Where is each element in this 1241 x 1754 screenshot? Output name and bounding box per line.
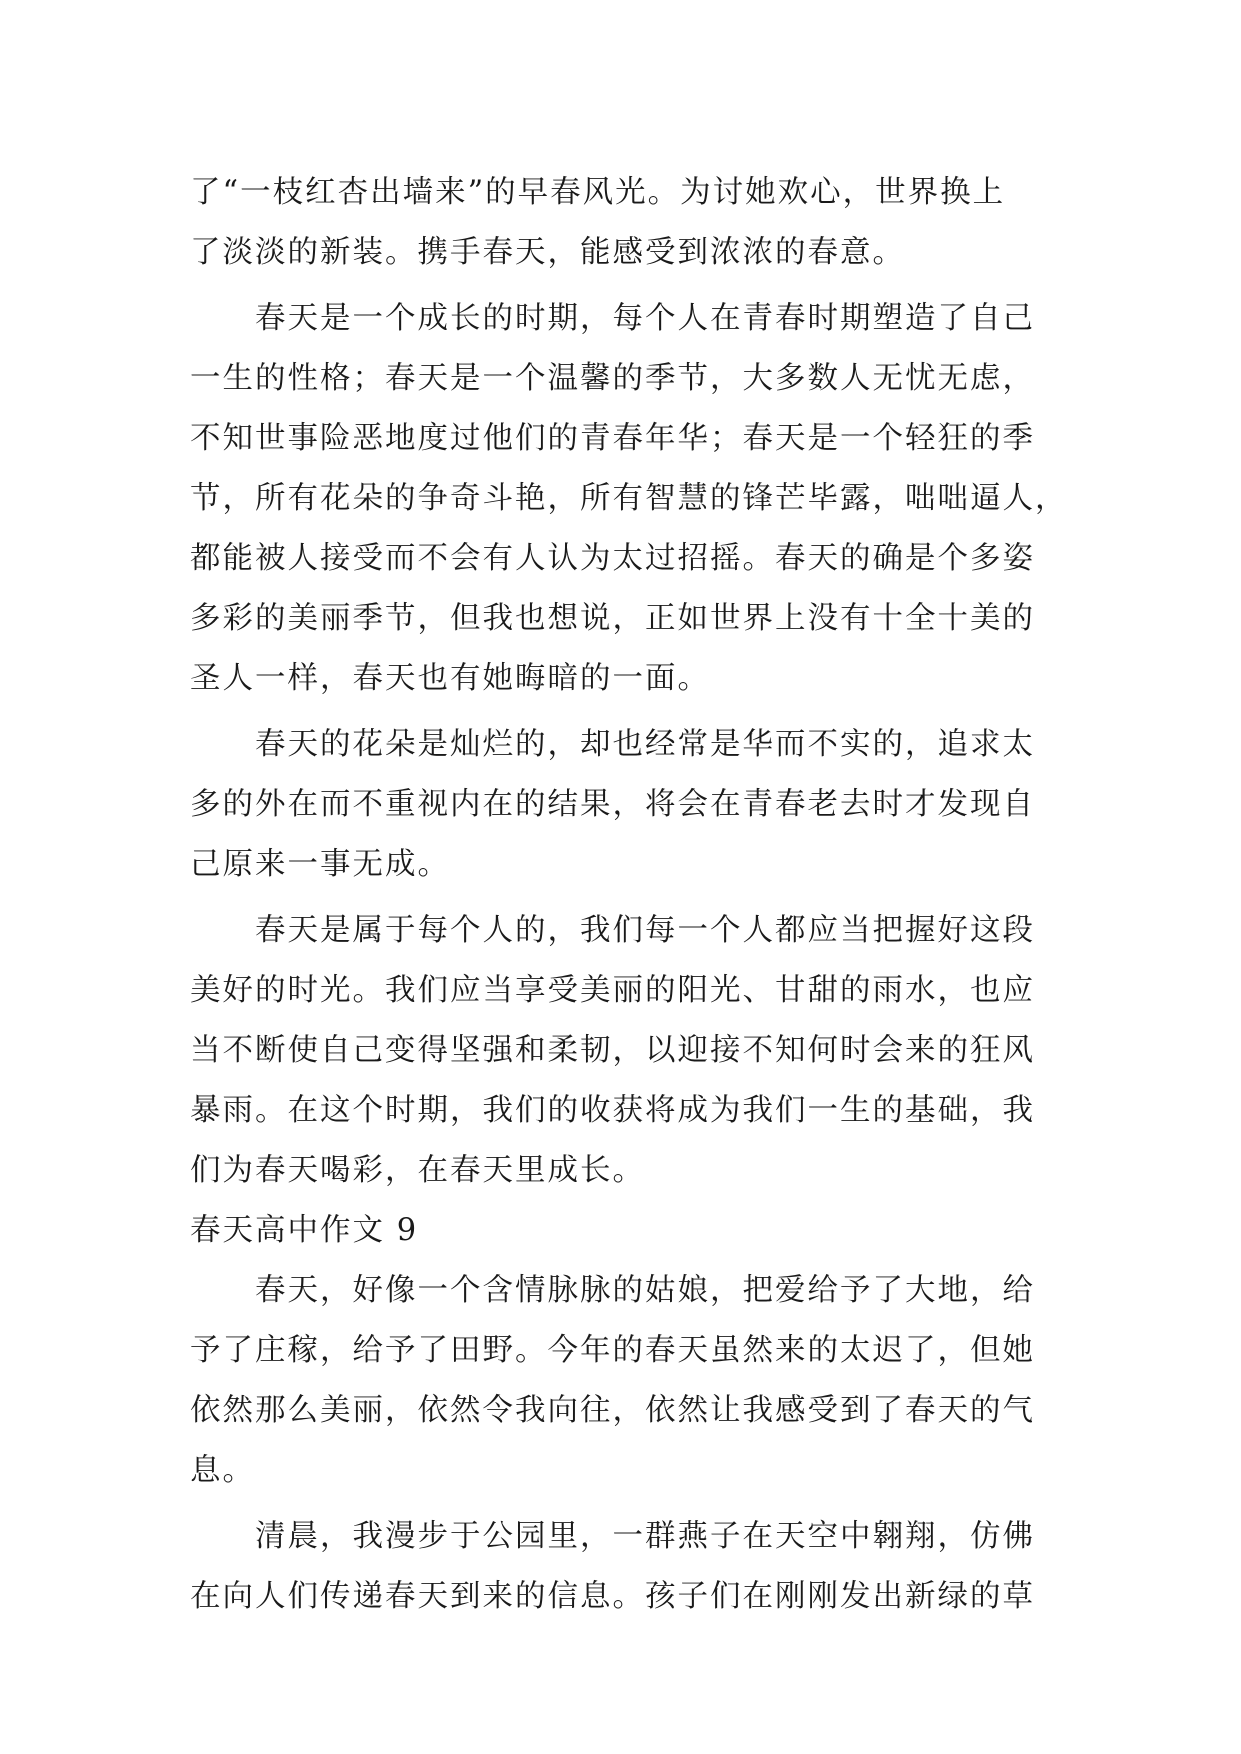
text-line: 一生的性格；春天是一个温馨的季节，大多数人无忧无虑， [190, 361, 1035, 396]
text-line: 春天的花朵是灿烂的，却也经常是华而不实的，追求太 [255, 727, 1035, 762]
text-line: 清晨，我漫步于公园里，一群燕子在天空中翱翔，仿佛 [255, 1519, 1035, 1554]
paragraph [190, 901, 1050, 1201]
paragraph [190, 163, 1050, 283]
text-line: 了“一枝红杏出墙来”的早春风光。为讨她欢心，世界换上 [190, 175, 1006, 210]
text-line: 依然那么美丽，依然令我向往，依然让我感受到了春天的气 [190, 1393, 1035, 1428]
text-line: 都能被人接受而不会有人认为太过招摇。春天的确是个多姿 [190, 541, 1035, 576]
text-line: 多彩的美丽季节，但我也想说，正如世界上没有十全十美的 [190, 601, 1035, 636]
text-line: 节，所有花朵的争奇斗艳，所有智慧的锋芒毕露，咄咄逼人， [190, 481, 1068, 516]
paragraph [190, 289, 1068, 709]
text-line: 己原来一事无成。 [190, 847, 450, 882]
section-heading: 春天高中作文 9 [190, 1213, 419, 1248]
paragraph [190, 715, 1050, 895]
text-line: 予了庄稼，给予了田野。今年的春天虽然来的太迟了，但她 [190, 1333, 1035, 1368]
text-line: 在向人们传递春天到来的信息。孩子们在刚刚发出新绿的草 [190, 1579, 1035, 1614]
paragraph [190, 1261, 1050, 1501]
text-line: 圣人一样，春天也有她晦暗的一面。 [190, 661, 710, 696]
text-line: 美好的时光。我们应当享受美丽的阳光、甘甜的雨水，也应 [190, 973, 1035, 1008]
text-line: 暴雨。在这个时期，我们的收获将成为我们一生的基础，我 [190, 1093, 1035, 1128]
text-line: 息。 [190, 1453, 255, 1488]
text-line: 春天是一个成长的时期，每个人在青春时期塑造了自己 [255, 301, 1035, 336]
text-line: 春天是属于每个人的，我们每一个人都应当把握好这段 [255, 913, 1035, 948]
text-line: 多的外在而不重视内在的结果，将会在青春老去时才发现自 [190, 787, 1035, 822]
text-line: 春天，好像一个含情脉脉的姑娘，把爱给予了大地，给 [255, 1273, 1035, 1308]
text-line: 当不断使自己变得坚强和柔韧，以迎接不知何时会来的狂风 [190, 1033, 1035, 1068]
paragraph [190, 1507, 1050, 1627]
document-body [190, 163, 1068, 1627]
text-line: 了淡淡的新装。携手春天，能感受到浓浓的春意。 [190, 235, 905, 270]
text-line: 不知世事险恶地度过他们的青春年华；春天是一个轻狂的季 [190, 421, 1035, 456]
text-line: 们为春天喝彩，在春天里成长。 [190, 1153, 645, 1188]
